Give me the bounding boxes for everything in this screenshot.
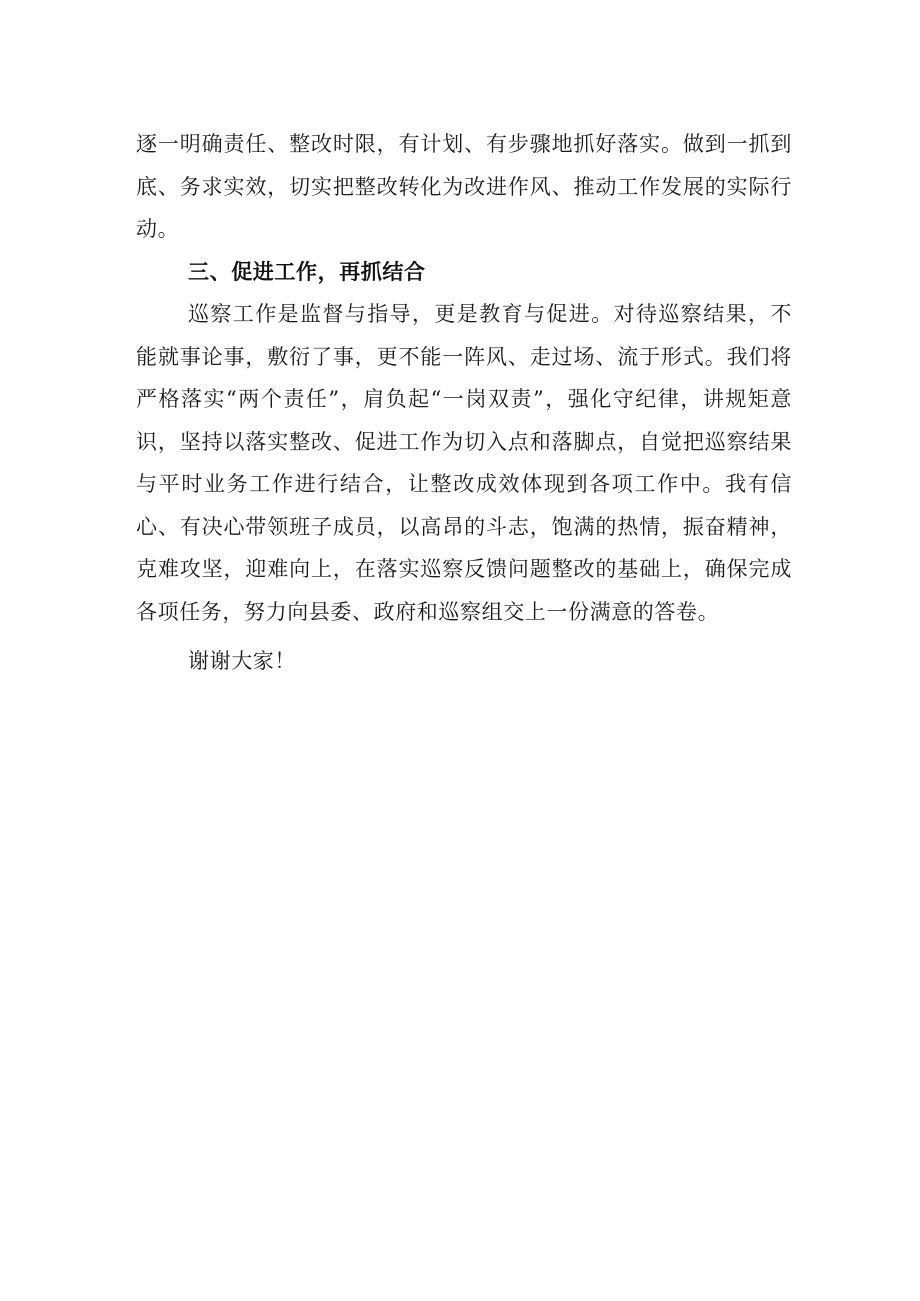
- closing-line: 谢谢大家！: [188, 649, 296, 673]
- continued-paragraph: 逐一明确责任、整改时限，有计划、有步骤地抓好落实。做到一抓到底、务求实效，切实把整改转化为改进作风、推动工作发展的实际行动。: [136, 132, 792, 241]
- section-body-paragraph: 巡察工作是监督与指导，更是教育与促进。对待巡察结果，不能就事论事，敷衍了事，更不能一阵风、走过场、流于形式。我们将严格落实“两个责任”，肩负起“一岗双责”，强化守纪律，讲规矩意识，坚持以落实整改、促进工作为切入点和落脚点，自觉把巡察结果与平时业务工作进行结合，让整改成效体现到各项工作中。我有信心、有决心带领班子成员，以高昂的斗志，饱满的热情，振奋精神，克难攻坚，迎难向上，在落实巡察反馈问题整改的基础上，确保完成各项任务，努力向县委、政府和巡察组交上一份满意的答卷。: [136, 302, 792, 624]
- section-heading: 三、促进工作，再抓结合: [188, 259, 426, 284]
- document-body: [136, 123, 792, 683]
